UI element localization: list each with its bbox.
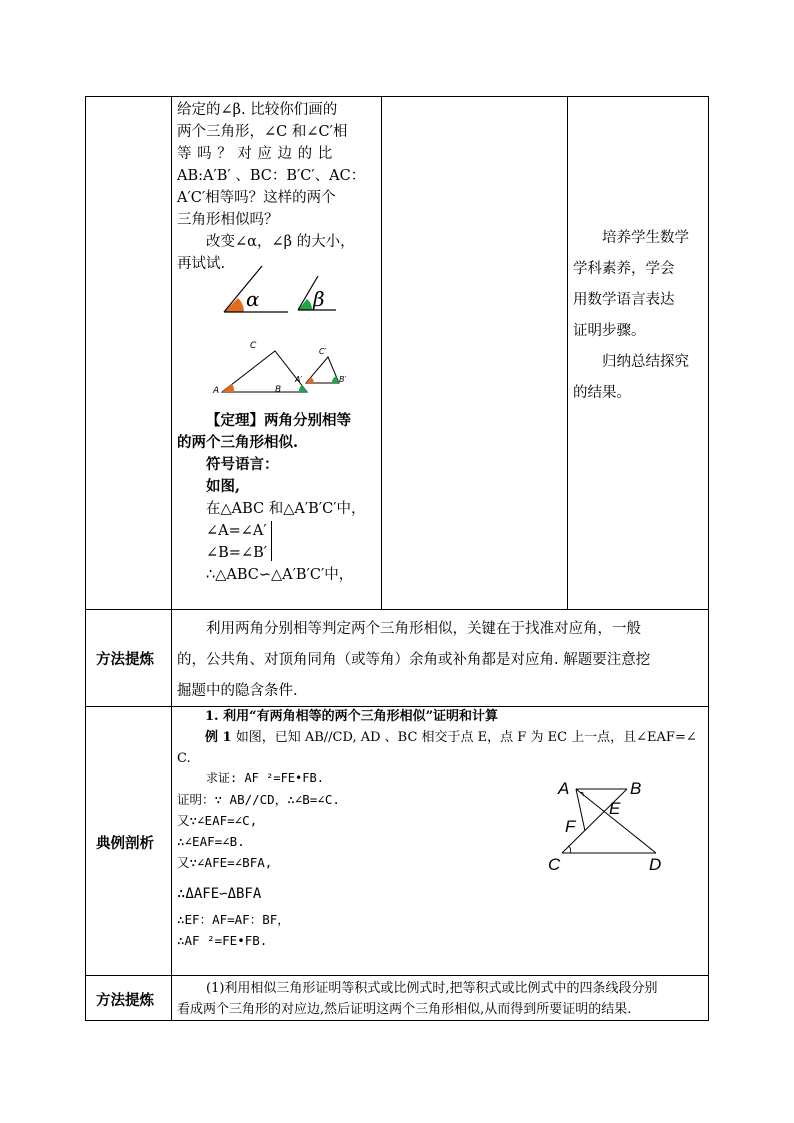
note-line: 培养学生数学 <box>602 230 689 246</box>
method-line: 看成两个三角形的对应边,然后证明这两个三角形相似,从而得到所要证明的结果. <box>177 1002 632 1017</box>
activity-line: 给定的∠β. 比较你们画的 <box>177 102 338 118</box>
point-d-label: D <box>649 855 662 874</box>
activity-line: 两个三角形，∠C 和∠C′相 <box>177 124 348 140</box>
proof-line: 又∵∠AFE=∠BFA, <box>177 855 273 870</box>
conclusion-similar: ∴△ABC∽△A′B′C′中， <box>206 567 354 583</box>
activity-text-block <box>177 99 377 275</box>
table-border-left <box>85 96 86 1021</box>
proof-block <box>177 789 340 951</box>
method-text-2 <box>177 978 705 1020</box>
note-line: 证明步骤。 <box>573 323 646 339</box>
note-line: 用数学语言表达 <box>573 292 675 308</box>
condition-brace <box>271 521 272 561</box>
proof-line: 又∵∠EAF=∠C, <box>177 813 258 828</box>
activity-line: A′C′相等吗？这样的两个 <box>177 190 336 206</box>
method-label-2: 方法提炼 <box>96 992 154 1009</box>
proof-line: ∴ΔAFE∽ΔBFA <box>177 886 262 902</box>
note-line: 学科素养，学会 <box>573 261 675 277</box>
proof-line: 证明：∵ AB//CD，∴∠B=∠C. <box>177 792 340 807</box>
angle-beta-sector <box>298 299 312 310</box>
angle-figures <box>220 262 370 322</box>
point-e-label: E <box>609 799 621 818</box>
prove-statement: 求证: AF ²=FE•FB. <box>206 771 324 785</box>
activity-line: 再试试. <box>177 256 226 272</box>
condition-angle-b: ∠B=∠B′ <box>206 545 268 561</box>
triangle-a1b1c1-label-c: C′ <box>319 347 327 356</box>
table-border-top <box>85 96 709 97</box>
triangle-abc-angle-a <box>222 384 234 392</box>
activity-line: AB:A′B′ 、BC：B′C′、AC： <box>177 168 366 184</box>
method-label-1: 方法提炼 <box>96 651 154 668</box>
angle-alpha-label: α <box>246 287 260 311</box>
point-c-label: C <box>548 855 561 874</box>
theorem-line-1: 【定理】两角分别相等 <box>206 412 351 429</box>
triangle-a1b1c1-label-b: B′ <box>339 375 347 384</box>
teaching-goal-notes <box>573 223 705 409</box>
proof-line: ∴∠EAF=∠B. <box>177 834 245 849</box>
method-text-1 <box>177 614 705 707</box>
figure-word: 如图, <box>206 478 241 495</box>
point-f-label: F <box>565 817 576 836</box>
example-statement <box>205 727 697 748</box>
point-a-label: A <box>558 779 570 798</box>
triangle-abc-label-b: B <box>275 385 282 395</box>
activity-line: 等 吗 ？ 对 应 边 的 比 <box>177 146 333 162</box>
method-line: (1)利用相似三角形证明等积式或比例式时,把等积式或比例式中的四条线段分别 <box>206 981 658 996</box>
example-text: 如图，已知 AB//CD, AD 、BC 相交于点 E，点 F 为 EC 上一点，且∠EAF=∠ <box>235 730 697 745</box>
example-statement-cont: C. <box>177 751 191 766</box>
triangle-abc-label-a: A <box>213 386 220 396</box>
triangle-figures <box>205 335 370 400</box>
table-border-right <box>708 96 709 1021</box>
table-rule-row3 <box>85 975 709 976</box>
example-label: 典例剖析 <box>96 835 154 852</box>
example-lead: 例 1 <box>205 730 232 745</box>
theorem-line-2: 的两个三角形相似. <box>177 434 299 451</box>
triangle-abc-label-c: C <box>250 341 257 351</box>
method-line: 的，公共角、对顶角同角（或等角）余角或补角都是对应角. 解题要注意挖 <box>177 652 651 668</box>
method-line: 掘题中的隐含条件. <box>177 683 298 699</box>
given-statement: 在△ABC 和△A′B′C′中， <box>206 501 366 517</box>
angle-beta-label: β <box>313 287 325 311</box>
note-line: 归纳总结探究 <box>602 354 689 370</box>
activity-line: 改变∠α，∠β 的大小， <box>206 234 355 250</box>
condition-angle-a: ∠A=∠A′ <box>206 523 267 539</box>
note-line: 的结果。 <box>573 385 631 401</box>
symbol-language-title: 符号语言： <box>206 456 279 473</box>
example-figure <box>540 772 680 877</box>
table-divider-col1 <box>171 96 172 1021</box>
table-divider-col2 <box>381 96 382 609</box>
example-heading: 1. 利用“有两角相等的两个三角形相似”证明和计算 <box>205 709 499 724</box>
triangle-abc <box>222 351 307 392</box>
proof-line: ∴EF：AF=AF：BF， <box>177 912 290 927</box>
table-border-bottom <box>85 1020 709 1021</box>
triangle-a1b1c1-label-a: A′ <box>295 375 303 384</box>
table-divider-col3 <box>567 96 568 609</box>
proof-line: ∴AF ²=FE•FB. <box>177 933 268 948</box>
method-line: 利用两角分别相等判定两个三角形相似，关键在于找准对应角，一般 <box>206 621 641 637</box>
table-rule-row1 <box>85 609 709 610</box>
theorem-block <box>177 410 377 586</box>
point-b-label: B <box>630 779 642 798</box>
activity-line: 三角形相似吗？ <box>177 212 279 228</box>
